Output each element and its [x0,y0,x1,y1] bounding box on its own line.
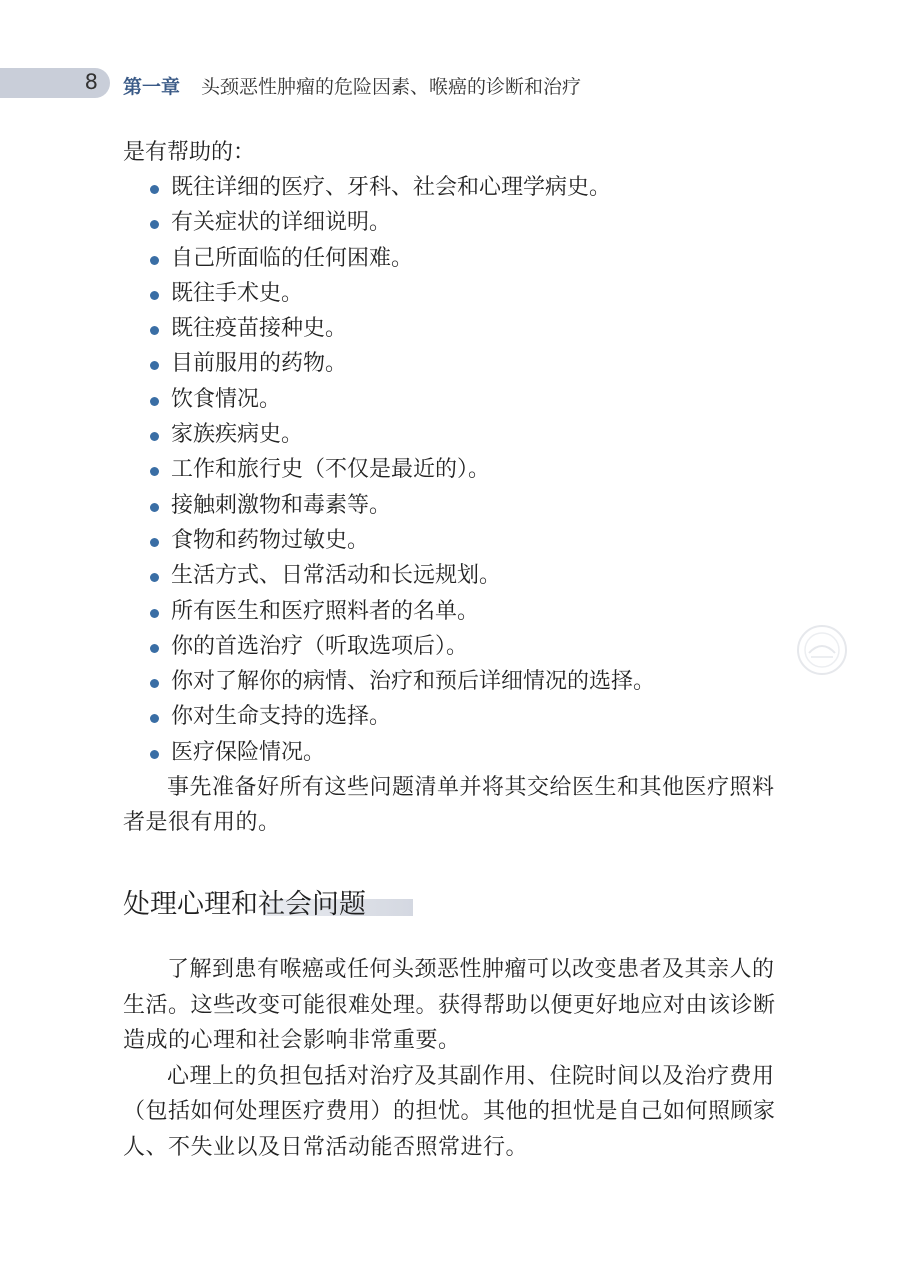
page-number: 8 [84,70,98,94]
bullet-dot-icon [150,397,159,406]
list-item [171,523,783,558]
section-paragraph: 心理上的负担包括对治疗及其副作用、住院时间以及治疗费用（包括如何处理医疗费用）的担忧。其他的担忧是自己如何照顾家人、不失业以及日常活动能否照常进行。 [123,1063,776,1160]
list-item [171,170,783,205]
list-item-text: 你对生命支持的选择。 [171,704,392,730]
list-item [171,276,783,311]
list-item [171,594,783,629]
list-item-text: 你对了解你的病情、治疗和预后详细情况的选择。 [171,669,656,695]
list-item [171,558,783,593]
list-item-text: 家族疾病史。 [171,422,304,448]
list-item [171,241,783,276]
list-item-text: 既往详细的医疗、牙科、社会和心理学病史。 [171,175,612,200]
list-item [171,699,783,734]
closing-paragraph: 事先准备好所有这些问题清单并将其交给医生和其他医疗照料者是很有用的。 [123,775,775,836]
page-number-tab [0,68,110,98]
list-item-text: 生活方式、日常活动和长远规划。 [171,563,502,589]
bullet-dot-icon [150,361,159,370]
section-paragraph: 了解到患有喉癌或任何头颈恶性肿瘤可以改变患者及其亲人的生活。这些改变可能很难处理。获得帮助以便更好地应对由该诊断造成的心理和社会影响非常重要。 [123,957,776,1053]
bullet-dot-icon [150,185,159,194]
bullet-dot-icon [150,291,159,300]
bullet-dot-icon [150,573,159,582]
list-item [171,488,783,523]
section-heading [123,882,423,922]
intro-text: 是有帮助的： [123,140,256,165]
bullet-dot-icon [150,326,159,335]
list-item-text: 食物和药物过敏史。 [171,527,370,553]
list-item-text: 有关症状的详细说明。 [171,210,392,236]
list-item-text: 既往手术史。 [171,280,304,306]
list-item [171,417,783,452]
bullet-dot-icon [150,750,159,759]
bullet-list [123,170,783,770]
list-item [171,452,783,487]
bullet-dot-icon [150,503,159,512]
bullet-dot-icon [150,679,159,688]
list-item-text: 既往疫苗接种史。 [171,316,348,342]
bullet-dot-icon [150,609,159,618]
bullet-dot-icon [150,432,159,441]
section-title: 处理心理和社会问题 [123,889,366,920]
chapter-label: 第一章 [123,76,181,98]
bullet-dot-icon [150,220,159,229]
list-item [171,735,783,770]
list-item-text: 目前服用的药物。 [171,351,348,377]
list-item-text: 所有医生和医疗照料者的名单。 [171,598,480,624]
list-item [171,629,783,664]
list-item [171,346,783,381]
bullet-dot-icon [150,256,159,265]
bullet-dot-icon [150,644,159,653]
list-item [171,382,783,417]
publisher-seal-icon [795,623,849,677]
list-item-text: 医疗保险情况。 [171,739,326,765]
chapter-title: 头颈恶性肿瘤的危险因素、喉癌的诊断和治疗 [201,76,582,98]
bullet-dot-icon [150,467,159,476]
list-item-text: 饮食情况。 [171,386,282,412]
bullet-dot-icon [150,538,159,547]
list-item [171,205,783,240]
list-item-text: 接触刺激物和毒素等。 [171,492,392,518]
list-item [171,311,783,346]
section-body [123,952,783,1165]
list-item [171,664,783,699]
list-item-text: 你的首选治疗（听取选项后）。 [171,633,469,659]
main-content [123,136,783,840]
page-header [0,64,900,100]
bullet-dot-icon [150,714,159,723]
list-item-text: 自己所面临的任何困难。 [171,245,414,271]
list-item-text: 工作和旅行史（不仅是最近的）。 [171,457,491,483]
